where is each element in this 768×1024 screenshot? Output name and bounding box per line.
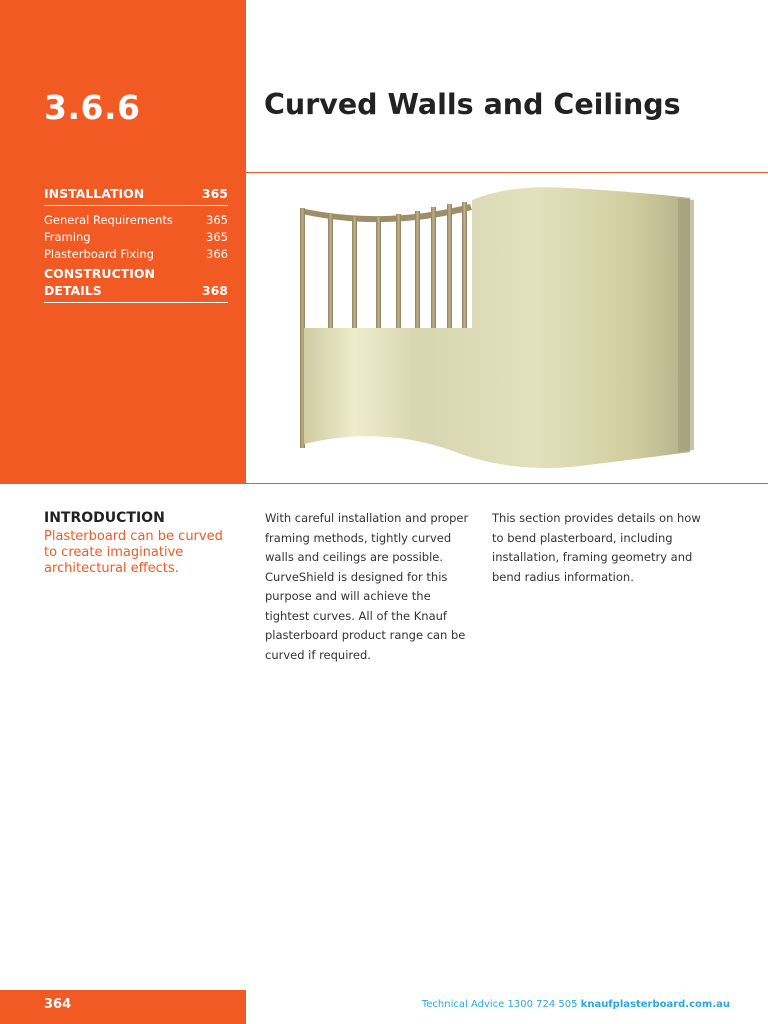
footer-bar xyxy=(0,990,246,1024)
toc-item-page: 365 xyxy=(206,230,228,244)
website-link[interactable]: knaufplasterboard.com.au xyxy=(580,999,730,1010)
plasterboard-surface xyxy=(304,187,690,468)
table-of-contents xyxy=(44,186,228,303)
toc-construction-details[interactable] xyxy=(44,265,228,303)
introduction-text-column-2: This section provides details on how to bend plasterboard, including installation, framing geometry and bend radius information. xyxy=(492,511,701,584)
toc-construction-line2: DETAILS xyxy=(44,283,102,298)
toc-item-plasterboard-fixing[interactable] xyxy=(44,246,228,263)
introduction-text-column-1: With careful installation and proper framing methods, tightly curved walls and ceilings are possible. CurveShield is designed for this purpose and will achieve the tightest curves. All of the Knauf plasterboard product range can be curved if required. xyxy=(265,511,469,662)
introduction-heading: INTRODUCTION xyxy=(44,510,165,526)
toc-construction-page: 368 xyxy=(201,283,228,298)
toc-item-general-requirements[interactable] xyxy=(44,212,228,229)
section-sidebar xyxy=(0,0,246,484)
toc-item-label: Plasterboard Fixing xyxy=(44,247,154,261)
toc-installation[interactable] xyxy=(44,186,228,206)
toc-item-page: 366 xyxy=(206,247,228,261)
toc-item-label: General Requirements xyxy=(44,213,173,227)
section-divider xyxy=(0,483,768,484)
toc-item-label: Framing xyxy=(44,230,91,244)
technical-advice-text: Technical Advice 1300 724 505 xyxy=(421,999,578,1010)
toc-installation-label: INSTALLATION xyxy=(44,186,145,201)
page-title: Curved Walls and Ceilings xyxy=(264,88,681,121)
footer-contact xyxy=(422,999,730,1010)
introduction-lead: Plasterboard can be curved to create imaginative architectural effects. xyxy=(44,529,223,576)
section-number: 3.6.6 xyxy=(44,88,141,127)
toc-item-page: 365 xyxy=(206,213,228,227)
toc-installation-page: 365 xyxy=(201,186,228,201)
toc-item-framing[interactable] xyxy=(44,229,228,246)
title-divider xyxy=(246,172,768,173)
toc-construction-line1: CONSTRUCTION xyxy=(44,266,156,281)
curved-wall-illustration xyxy=(290,182,710,476)
page-number: 364 xyxy=(44,997,72,1012)
